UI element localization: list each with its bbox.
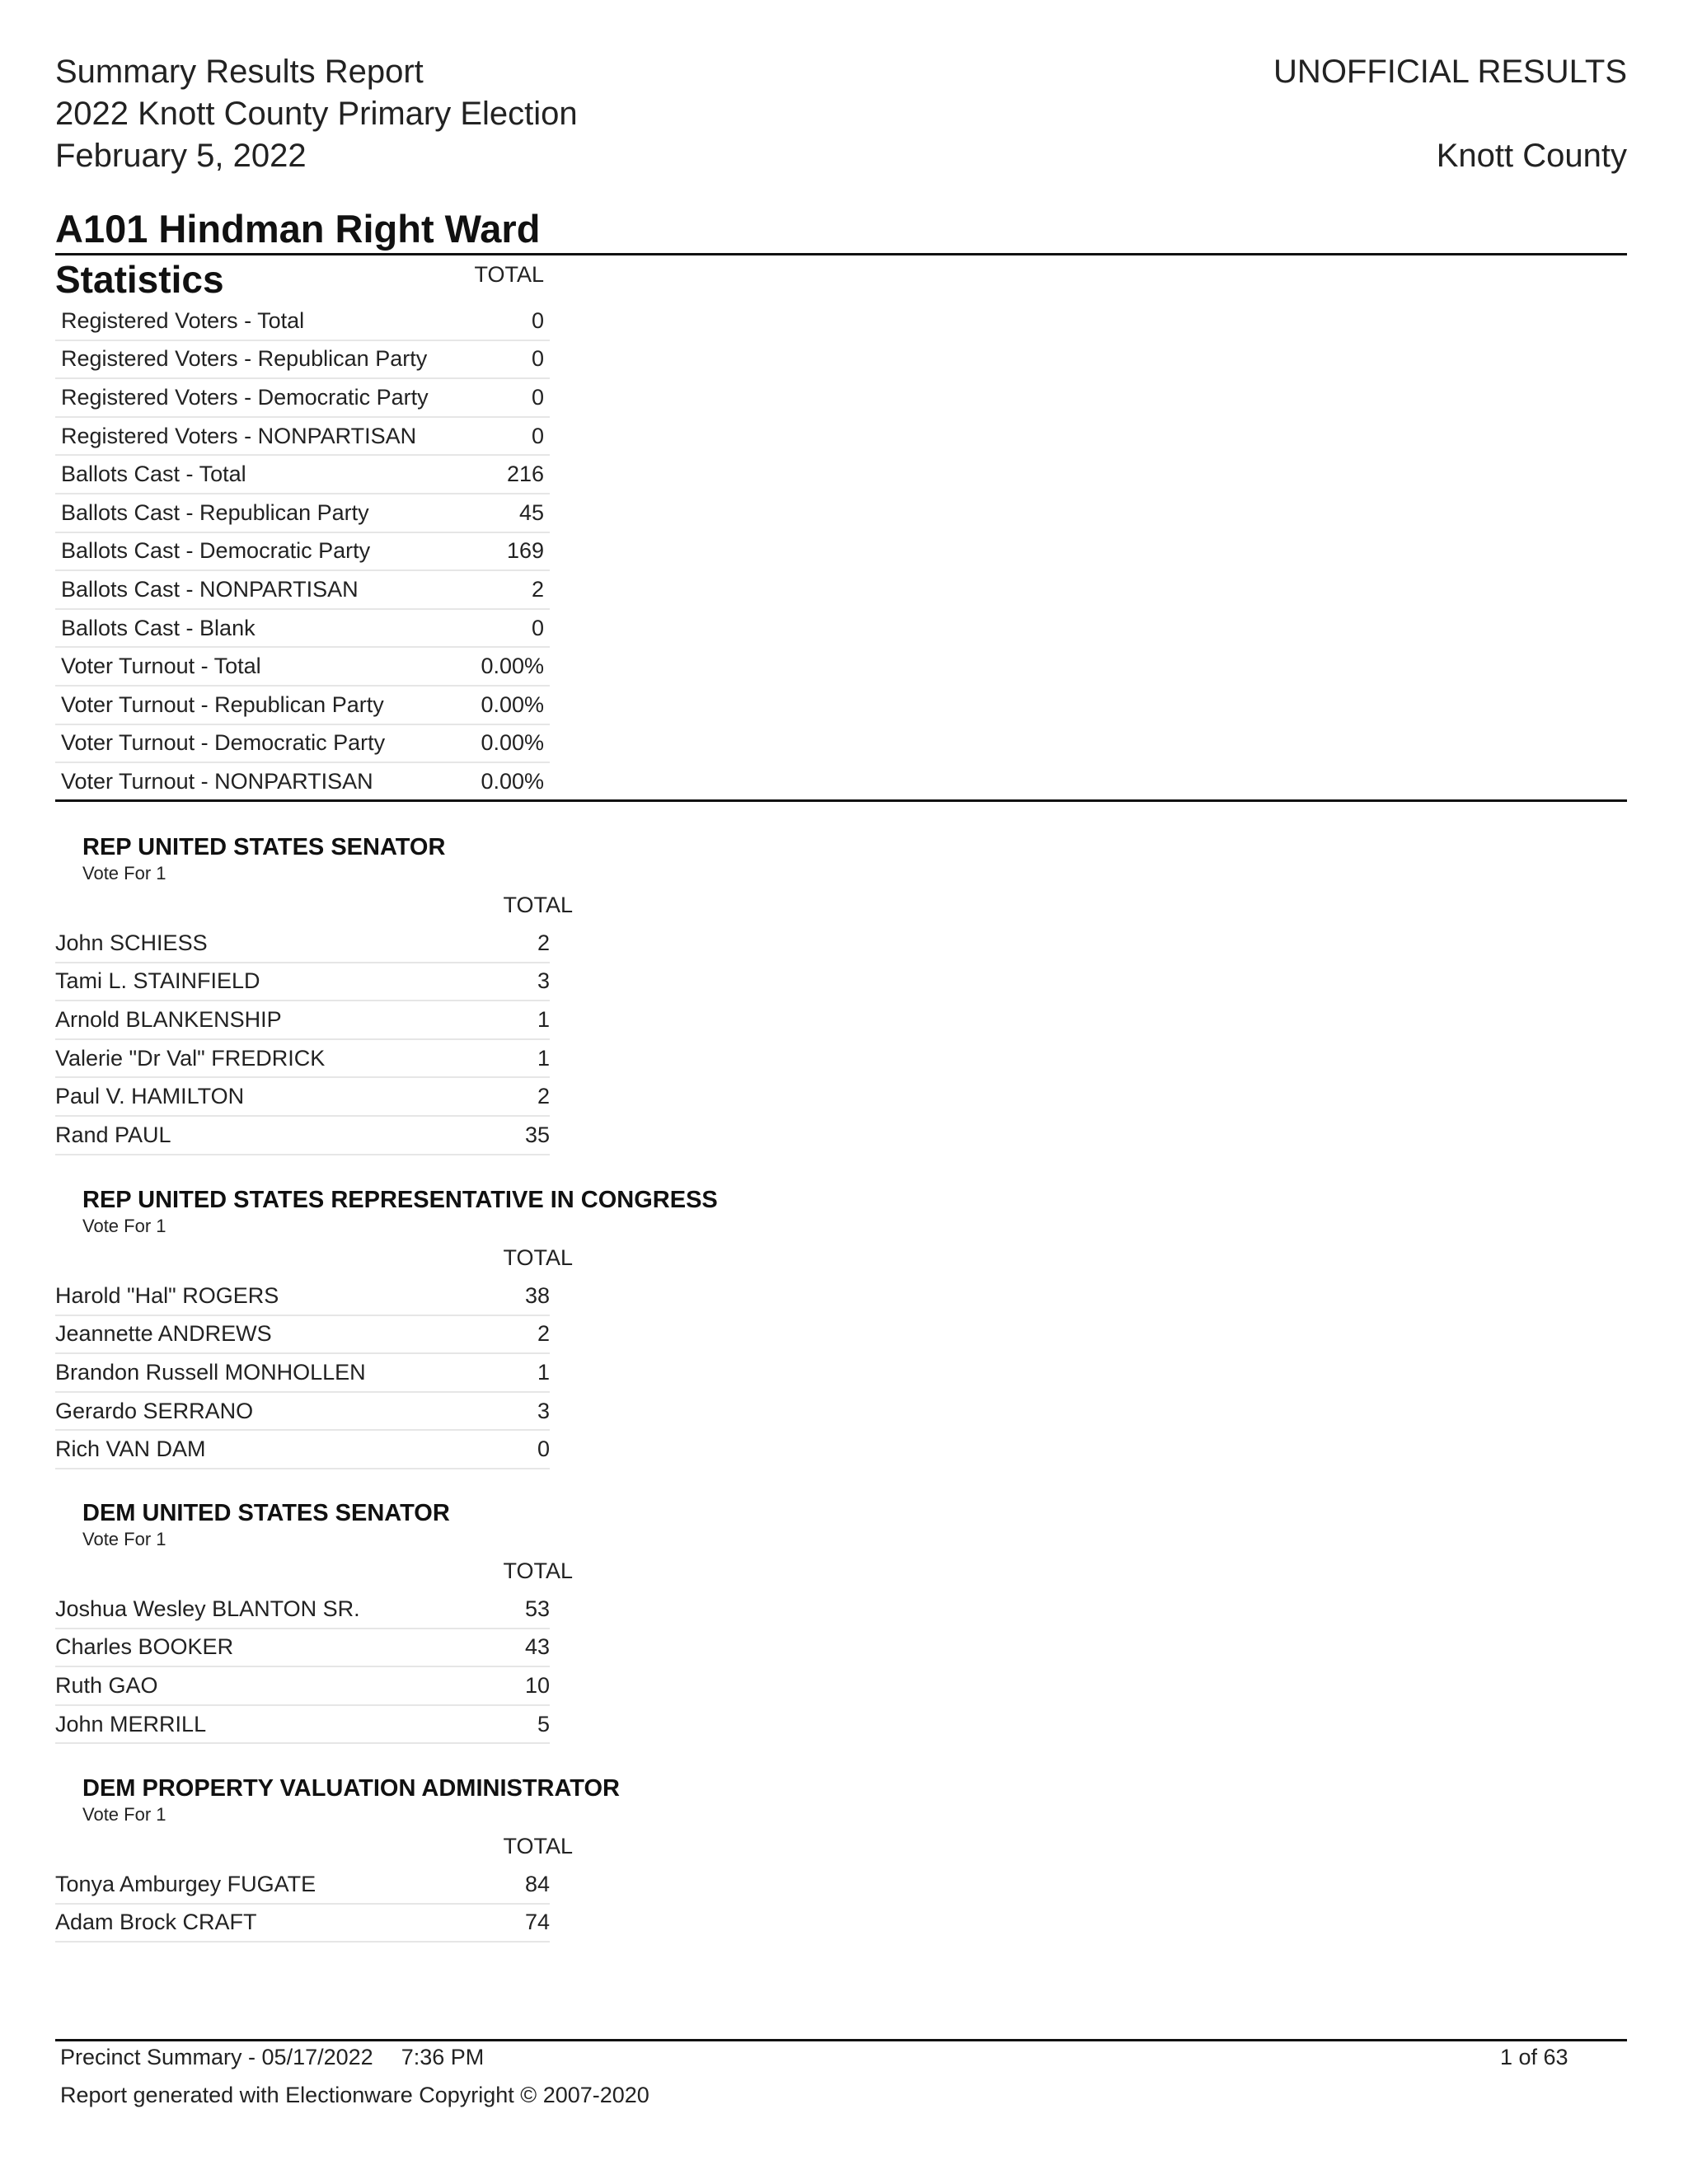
statistics-row (55, 763, 550, 802)
statistics-row (55, 494, 550, 533)
statistic-value: 0.00% (481, 691, 544, 717)
statistics-row (55, 533, 550, 572)
candidate-votes: 2 (537, 1084, 550, 1109)
statistic-label: Ballots Cast - Democratic Party (61, 538, 371, 564)
candidate-name: Gerardo SERRANO (55, 1398, 254, 1423)
candidate-row (55, 1706, 550, 1745)
page-number: 1 of 63 (1500, 2045, 1568, 2069)
statistic-value: 2 (531, 576, 544, 602)
candidate-name: Joshua Wesley BLANTON SR. (55, 1596, 360, 1621)
statistic-value: 0 (531, 423, 544, 448)
candidate-row (55, 1277, 550, 1316)
statistics-row (55, 687, 550, 725)
statistics-total-header: TOTAL (474, 262, 544, 287)
report-header-right (1273, 51, 1627, 177)
statistics-row (55, 379, 550, 418)
statistic-value: 0 (531, 307, 544, 333)
footer-summary-date: Precinct Summary - 05/17/2022 (60, 2045, 373, 2069)
candidate-votes: 1 (537, 1359, 550, 1385)
statistic-label: Voter Turnout - Democratic Party (61, 730, 386, 756)
candidate-votes: 0 (537, 1436, 550, 1462)
candidate-votes: 2 (537, 930, 550, 955)
statistic-label: Ballots Cast - Republican Party (61, 499, 369, 525)
candidate-row (55, 1591, 550, 1629)
statistics-row (55, 648, 550, 687)
candidate-row (55, 1316, 550, 1355)
candidate-row (55, 1629, 550, 1668)
contest-vote-for: Vote For 1 (82, 1529, 166, 1549)
candidate-votes: 35 (524, 1122, 550, 1147)
contest-vote-for: Vote For 1 (82, 1216, 166, 1236)
statistic-value: 45 (518, 499, 544, 525)
statistic-value: 0.00% (481, 730, 544, 756)
precinct-title: A101 Hindman Right Ward (55, 207, 541, 251)
statistic-label: Voter Turnout - NONPARTISAN (61, 768, 373, 794)
candidate-row (55, 1117, 550, 1155)
statistic-value: 0 (531, 615, 544, 640)
candidate-name: Valerie "Dr Val" FREDRICK (55, 1045, 326, 1071)
candidate-name: Jeannette ANDREWS (55, 1321, 272, 1347)
statistic-label: Voter Turnout - Total (61, 654, 261, 679)
election-name: 2022 Knott County Primary Election (55, 96, 578, 132)
statistics-row (55, 610, 550, 649)
candidate-votes: 1 (537, 1045, 550, 1071)
contest-title: DEM UNITED STATES SENATOR (82, 1500, 450, 1526)
statistic-label: Registered Voters - Total (61, 307, 305, 333)
statistic-label: Voter Turnout - Republican Party (61, 691, 384, 717)
candidate-name: Tami L. STAINFIELD (55, 968, 260, 994)
contest-vote-for: Vote For 1 (82, 863, 166, 883)
statistic-value: 169 (506, 538, 544, 564)
statistic-value: 216 (506, 462, 544, 487)
footer-time: 7:36 PM (401, 2045, 485, 2069)
statistic-label: Ballots Cast - NONPARTISAN (61, 576, 359, 602)
contest-dem-pva (55, 1774, 797, 1943)
statistic-label: Registered Voters - NONPARTISAN (61, 423, 417, 448)
statistics-title: Statistics (55, 258, 224, 301)
candidate-row (55, 1001, 550, 1040)
candidate-votes: 43 (524, 1634, 550, 1660)
candidate-votes: 74 (524, 1910, 550, 1935)
statistics-table (55, 302, 550, 802)
report-header-left (55, 51, 578, 177)
candidate-row (55, 1078, 550, 1117)
statistics-row (55, 725, 550, 764)
candidate-votes: 84 (524, 1871, 550, 1896)
report-title: Summary Results Report (55, 54, 424, 90)
contest-title: DEM PROPERTY VALUATION ADMINISTRATOR (82, 1775, 620, 1802)
candidate-row (55, 963, 550, 1002)
contest-dem-us-senator (55, 1498, 797, 1744)
candidate-name: Charles BOOKER (55, 1634, 234, 1660)
candidate-votes: 38 (524, 1282, 550, 1308)
candidate-votes: 3 (537, 1398, 550, 1423)
candidate-row (55, 1667, 550, 1706)
footer-divider (55, 2039, 1627, 2041)
candidate-row (55, 1431, 550, 1469)
statistics-row (55, 418, 550, 457)
candidate-name: Rand PAUL (55, 1122, 171, 1147)
candidate-name: Brandon Russell MONHOLLEN (55, 1359, 366, 1385)
candidate-name: Rich VAN DAM (55, 1436, 206, 1462)
statistic-value: 0 (531, 384, 544, 410)
contest-vote-for: Vote For 1 (82, 1804, 166, 1825)
contest-rep-us-representative (55, 1185, 797, 1469)
statistics-row (55, 302, 550, 341)
candidate-row (55, 1393, 550, 1432)
candidate-name: Ruth GAO (55, 1672, 158, 1698)
contest-total-header: TOTAL (503, 1558, 573, 1583)
footer-generated: Report generated with Electionware Copyright © 2007-2020 (60, 2083, 649, 2107)
statistic-value: 0 (531, 346, 544, 372)
election-date: February 5, 2022 (55, 138, 307, 174)
results-status: UNOFFICIAL RESULTS (1273, 54, 1627, 90)
contest-total-header: TOTAL (503, 1834, 573, 1858)
candidate-row (55, 925, 550, 963)
county-name: Knott County (1436, 138, 1627, 174)
contest-title: REP UNITED STATES SENATOR (82, 834, 446, 860)
statistic-label: Ballots Cast - Blank (61, 615, 256, 640)
candidate-row (55, 1905, 550, 1943)
statistics-row (55, 571, 550, 610)
candidate-name: Harold "Hal" ROGERS (55, 1282, 279, 1308)
candidate-row (55, 1866, 550, 1905)
candidate-votes: 5 (537, 1711, 550, 1736)
contest-total-header: TOTAL (503, 1245, 573, 1270)
statistics-row (55, 341, 550, 380)
statistics-row (55, 456, 550, 494)
candidate-votes: 2 (537, 1321, 550, 1347)
contest-total-header: TOTAL (503, 893, 573, 917)
candidate-name: Adam Brock CRAFT (55, 1910, 257, 1935)
statistic-value: 0.00% (481, 654, 544, 679)
statistics-divider (55, 799, 1627, 802)
statistic-label: Registered Voters - Republican Party (61, 346, 428, 372)
candidate-row (55, 1354, 550, 1393)
candidate-row (55, 1040, 550, 1079)
candidate-name: John SCHIESS (55, 930, 208, 955)
candidate-name: Paul V. HAMILTON (55, 1084, 245, 1109)
candidate-votes: 3 (537, 968, 550, 994)
candidate-votes: 1 (537, 1006, 550, 1032)
statistic-label: Registered Voters - Democratic Party (61, 384, 429, 410)
footer-summary (60, 2045, 484, 2070)
statistic-label: Ballots Cast - Total (61, 462, 246, 487)
contest-title: REP UNITED STATES REPRESENTATIVE IN CONGRESS (82, 1187, 718, 1213)
candidate-votes: 53 (524, 1596, 550, 1621)
statistic-value: 0.00% (481, 768, 544, 794)
candidate-name: Arnold BLANKENSHIP (55, 1006, 282, 1032)
candidate-name: Tonya Amburgey FUGATE (55, 1871, 316, 1896)
candidate-name: John MERRILL (55, 1711, 207, 1736)
contest-rep-us-senator (55, 832, 797, 1155)
candidate-votes: 10 (524, 1672, 550, 1698)
header-divider (55, 253, 1627, 255)
